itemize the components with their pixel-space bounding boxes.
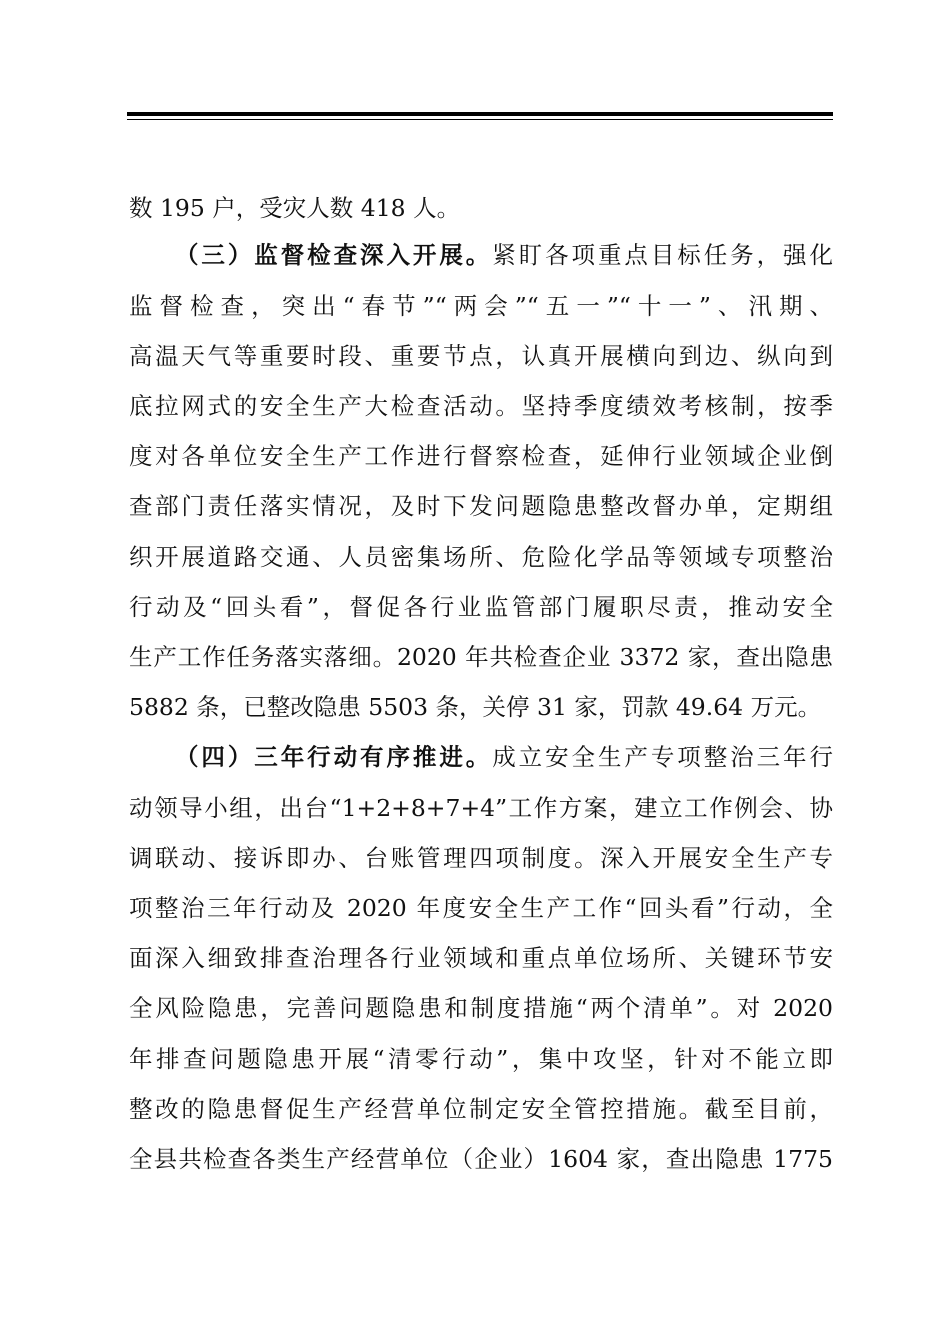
text-line: 面深入细致排查治理各行业领域和重点单位场所、关键环节安 [129, 944, 833, 972]
section-heading-3: （三）监督检查深入开展。 [175, 241, 493, 269]
text-line: 数 195 户，受灾人数 418 人。 [129, 194, 461, 222]
text-line: 生产工作任务落实落细。2020 年共检查企业 3372 家，查出隐患 [129, 643, 833, 671]
text-line: 织开展道路交通、人员密集场所、危险化学品等领域专项整治 [129, 543, 833, 571]
text-line: 全县共检查各类生产经营单位（企业）1604 家，查出隐患 1775 [129, 1145, 833, 1173]
text-line: 高温天气等重要时段、重要节点，认真开展横向到边、纵向到 [129, 342, 833, 370]
text-line: 行动及“回头看”，督促各行业监管部门履职尽责，推动安全 [129, 593, 833, 621]
section-heading-line [175, 742, 833, 772]
section-heading-4: （四）三年行动有序推进。 [175, 743, 493, 771]
text-line: 整改的隐患督促生产经营单位制定安全管控措施。截至目前， [129, 1095, 833, 1123]
header-rule-thin [127, 119, 833, 120]
text-line: 调联动、接诉即办、台账管理四项制度。深入开展安全生产专 [129, 844, 833, 872]
text-line: 年排查问题隐患开展“清零行动”，集中攻坚，针对不能立即 [129, 1045, 833, 1073]
header-rule-thick [127, 112, 833, 116]
section-text: 紧盯各项重点目标任务，强化 [492, 241, 833, 269]
text-line: 度对各单位安全生产工作进行督察检查，延伸行业领域企业倒 [129, 442, 833, 470]
text-line: 监督检查，突出“春节”“两会”“五一”“十一”、汛期、 [129, 292, 833, 320]
text-line: 全风险隐患，完善问题隐患和制度措施“两个清单”。对 2020 [129, 994, 833, 1022]
section-text: 成立安全生产专项整治三年行 [492, 743, 833, 771]
text-line: 项整治三年行动及 2020 年度安全生产工作“回头看”行动，全 [129, 894, 833, 922]
text-line: 动领导小组，出台“1+2+8+7+4”工作方案，建立工作例会、协 [129, 794, 833, 822]
text-line: 查部门责任落实情况，及时下发问题隐患整改督办单，定期组 [129, 492, 833, 520]
text-line: 底拉网式的安全生产大检查活动。坚持季度绩效考核制，按季 [129, 392, 833, 420]
text-line: 5882 条，已整改隐患 5503 条，关停 31 家，罚款 49.64 万元。 [129, 693, 822, 721]
section-heading-line [175, 240, 833, 270]
